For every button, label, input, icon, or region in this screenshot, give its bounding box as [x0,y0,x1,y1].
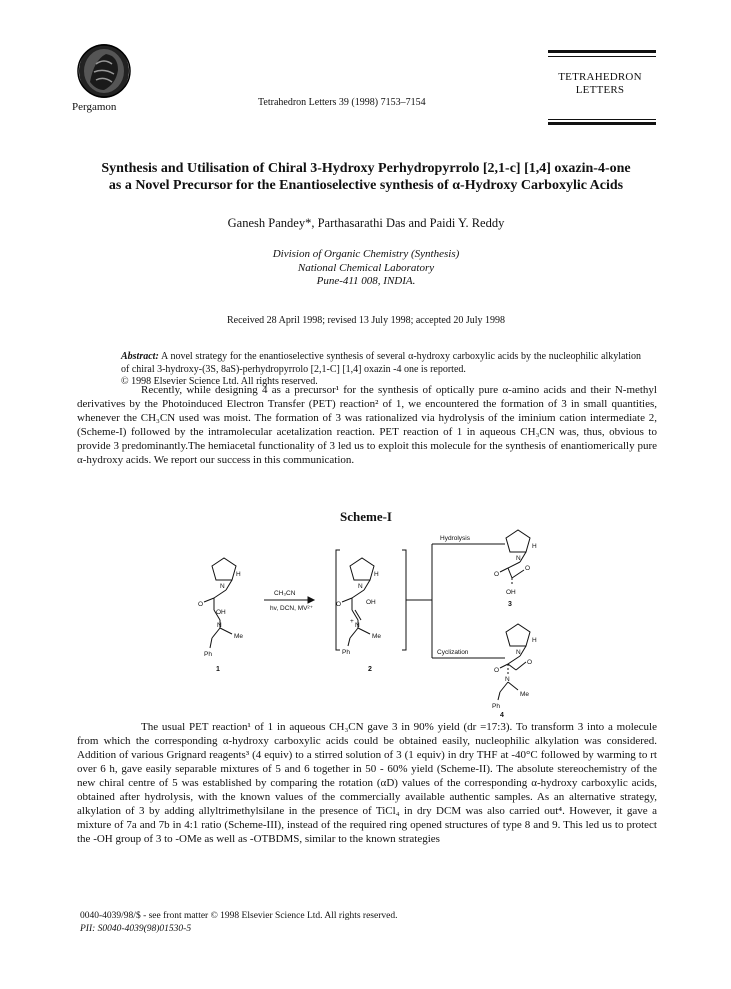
cmp3-atom-OH: OH [506,589,516,596]
cmp2-atom-Me: Me [372,633,382,640]
abstract-copyright: © 1998 Elsevier Science Ltd. All rights reserved. [121,376,318,387]
reagent-top: CH₃CN [274,590,296,597]
title-line-2: as a Novel Precursor for the Enantioselective synthesis of α-Hydroxy Carboxylic Acids [108,178,624,193]
affiliation-line-2: National Chemical Laboratory [297,261,435,274]
paragraph-2-text: The usual PET reaction¹ of 1 in aqueous CH₃CN gave 3 in 90% yield (dr =17:3). To transform 3 into a molecule from which the corresponding α-hydroxy carboxylic acids could be obtained easily, nucleophilic alkylation was considered. Addition of various Grignard reagents³ (4 equiv) to a stirred solution of 3 (1 equiv) in dry THF at -40°C followed by warming to rt over 6 h, gave easily separable mixtures of 5 and 6 together in 50 - 60% yield (Scheme-II). The absolute stereochemistry of the new chiral centre of 5 was established by comparing the rotation (αD) values of the corresponding α-hydroxy carboxylic acids, obtained after hydrolysis, with the known values of the commercially available authentic samples. As an alternative strategy, alkylation of 3 by adding allyltrimethylsilane in the presence of TiCl₄ in dry DCM was also carried out⁴. However, it gave a mixture of 7a and 7b in 4:1 ratio (Scheme-III), instead of the required ring opened structures of type 8 and 9. This led us to protect the -OH group of 3 to -OMe as well as -OTBDMS, similar to the known strategies [77,721,657,845]
cmp1-atom-Ph: Ph [204,651,212,658]
cmp4-atom-O2: O [527,659,533,666]
affiliation-line-1: Division of Organic Chemistry (Synthesis) [272,248,460,260]
footer [80,910,397,936]
cmp1-atom-H: H [236,571,241,578]
article-title [60,160,672,194]
paragraph-1-text: Recently, while designing 4 as a precursor¹ for the synthesis of optically pure α-amino acids and their N-methyl derivatives by the Photoinduced Electron Transfer (PET) reaction² of 1, we encountered the formation of 3 in small quantities, whenever the CH₃CN used was moist. The formation of 3 was rationalized via hydrolysis of the iminium cation intermediate 2, (Scheme-I) followed by the intramolecular acetalization reaction. PET reaction of 1 in aqueous CH₃CN was, thus, obvious to provide 3 predominantly.The hemiacetal functionality of 3 led us to exploit this molecule for the synthesis of enantiomerically pure α-hydroxy acids. We report our success in this communication. [77,384,657,466]
cmp1-atom-OH: OH [216,609,226,616]
journal-brand-line2: LETTERS [575,84,625,96]
cmp4-atom-Me: Me [520,691,530,698]
journal-brand-line1: TETRAHEDRON [558,71,642,83]
cmp2-atom-OH: OH [366,599,376,606]
cmp2-atom-Ph: Ph [342,649,350,656]
cmp1-atom-N2: N [217,622,222,629]
cmp2-atom-O: O [336,601,342,608]
scheme-diagram [190,528,610,718]
cmp4-atom-O: O [494,667,500,674]
compound-4-number: 4 [500,712,504,718]
cmp4-atom-N: N [516,649,521,656]
abstract-text: A novel strategy for the enantioselective synthesis of several α-hydroxy carboxylic acids by the nucleophilic alkylation of chiral 3-hydroxy-(3S, 8aS)-perhydropyrrolo [2,1-C] [1,4] oxazin -4 one is reported. [121,351,641,375]
footer-pii: PII: S0040-4039(98)01530-5 [80,924,192,934]
brand-rule-top-1 [548,50,656,53]
footer-copyright: 0040-4039/98/$ - see front matter © 1998 Elsevier Science Ltd. All rights reserved. [80,911,398,921]
cmp1-atom-Me: Me [234,633,244,640]
journal-brand [540,71,660,97]
cmp4-atom-H: H [532,637,537,644]
cmp2-atom-H: H [374,571,379,578]
compound-2-number: 2 [368,666,372,673]
cmp1-atom-N: N [220,583,225,590]
abstract-label: Abstract: [121,351,159,362]
compound-1-structure [204,558,236,648]
reaction-arrow-head [308,597,314,603]
cmp3-atom-O2: O [525,565,531,572]
body-paragraph-1 [77,383,657,467]
cmp4-atom-Ph: Ph [492,703,500,710]
compound-3-number: 3 [508,601,512,608]
compound-3-structure [500,530,530,586]
scheme-title: Scheme-I [340,509,392,524]
affiliation-line-3: Pune-411 008, INDIA. [316,275,416,287]
reagent-bottom: hv, DCN, MV²⁺ [270,605,314,612]
cmp3-atom-N: N [516,555,521,562]
body-paragraph-2 [77,720,657,846]
brand-rule-bottom-1 [548,119,656,120]
cmp2-atom-N: N [358,583,363,590]
cmp3-atom-O: O [494,571,500,578]
publisher-name: Pergamon [72,101,117,113]
brand-rule-bottom-2 [548,122,656,125]
compound-4-structure [498,624,533,700]
affiliation [60,248,672,289]
cmp4-atom-N2: N [505,676,510,683]
received-dates: Received 28 April 1998; revised 13 July 1998; accepted 20 July 1998 [226,315,505,326]
compound-1-number: 1 [216,666,220,673]
hydrolysis-label: Hydrolysis [440,535,470,542]
authors: Ganesh Pandey*, Parthasarathi Das and Paidi Y. Reddy [227,216,505,230]
cmp1-atom-O: O [198,601,204,608]
brand-rule-top-2 [548,56,656,57]
title-line-1: Synthesis and Utilisation of Chiral 3-Hydroxy Perhydropyrrolo [2,1-c] [1,4] oxazin-4-one [101,161,631,176]
cmp2-atom-N2: N [355,622,360,629]
publisher-logo [76,42,132,102]
cyclization-label: Cyclization [437,649,469,656]
journal-reference: Tetrahedron Letters 39 (1998) 7153–7154 [258,97,426,108]
cmp3-atom-H: H [532,543,537,550]
cmp2-plus: + [350,618,354,625]
